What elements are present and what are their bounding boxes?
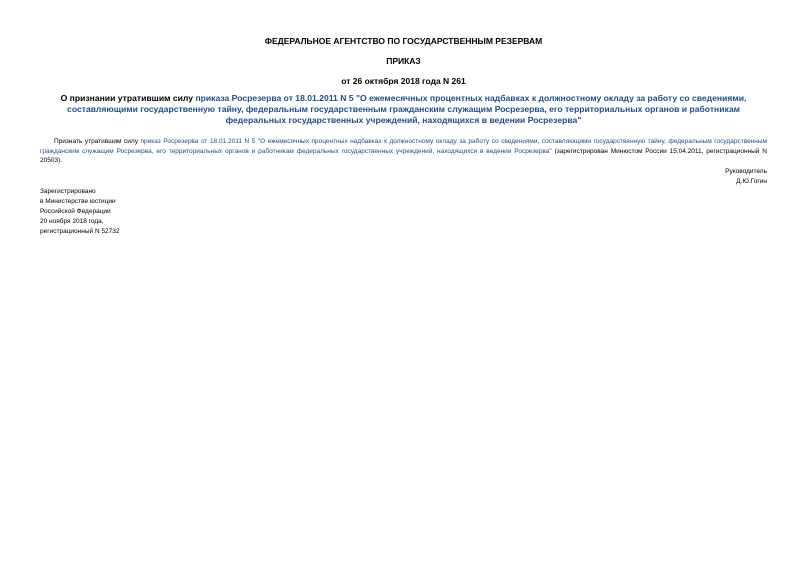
body-paragraph: [40, 137, 767, 166]
registration-line: 20 ноября 2018 года,: [40, 218, 104, 225]
title-prefix: О признании утратившим силу: [60, 93, 196, 103]
registration-block: [40, 187, 120, 237]
signature-block: [725, 167, 767, 186]
document-date-number: от 26 октября 2018 года N 261: [341, 76, 466, 86]
registration-line: Российской Федерации: [40, 208, 111, 215]
body-suffix: (зарегистрирован Минюстом России 15.04.2011, регистрационный N 20503).: [40, 147, 767, 164]
agency-name: ФЕДЕРАЛЬНОЕ АГЕНТСТВО ПО ГОСУДАРСТВЕННЫМ РЕЗЕРВАМ: [264, 36, 543, 46]
title-order-link[interactable]: приказа Росрезерва от 18.01.2011 N 5 "О ежемесячных процентных надбавках к должностному окладу за работу со сведениями, составляющими государственную тайну, федеральным государственным гражданским служащим Росрезерва, его территориальных органов и работникам федеральных государственных учреждений, находящихся в ведении Росрезерва": [67, 93, 747, 126]
signature-position: Руководитель: [725, 168, 767, 175]
document-title: [40, 93, 767, 127]
document-type: ПРИКАЗ: [386, 56, 421, 66]
registration-line: регистрационный N 52732: [40, 228, 120, 235]
registration-line: Зарегистрировано: [40, 188, 96, 195]
registration-line: в Министерстве юстиции: [40, 198, 116, 205]
body-order-link[interactable]: приказ Росрезерва от 18.01.2011 N 5 "О ежемесячных процентных надбавках к должностному окладу за работу со сведениями, составляющими государственную тайну, федеральным государственным гражданским служащим Росрезерва, его территориальных органов и работникам федеральных государственных учреждений, находящихся в ведении Росрезерва": [40, 138, 768, 155]
body-prefix: Признать утратившим силу: [54, 138, 141, 145]
signature-name: Д.Ю.Гогин: [736, 177, 767, 185]
